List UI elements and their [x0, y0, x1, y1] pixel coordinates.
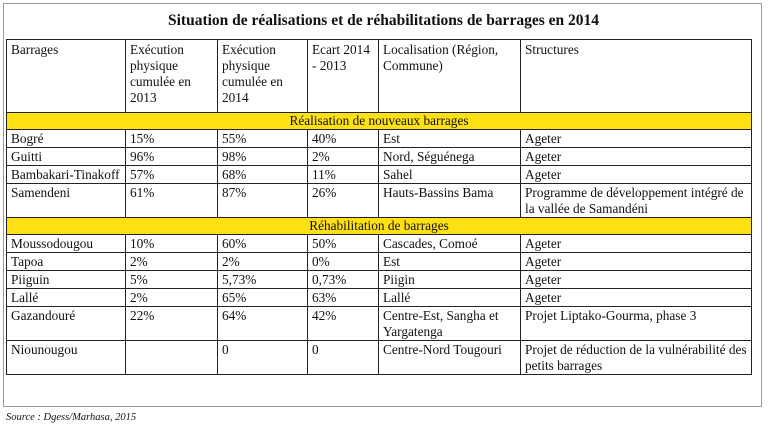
cell-barrage: Lallé [7, 289, 126, 307]
cell-execution-2013: 2% [126, 253, 218, 271]
cell-barrage: Niounougou [7, 341, 126, 375]
col-header-execution-2014: Exécution physique cumulée en 2014 [218, 40, 308, 113]
cell-execution-2014: 98% [218, 148, 308, 166]
cell-localisation: Nord, Séguénega [379, 148, 521, 166]
cell-structure: Programme de développement intégré de la vallée de Samandéni [521, 184, 752, 218]
cell-execution-2013: 61% [126, 184, 218, 218]
cell-execution-2013: 5% [126, 271, 218, 289]
cell-execution-2014: 60% [218, 235, 308, 253]
cell-execution-2013: 57% [126, 166, 218, 184]
col-header-execution-2013: Exécution physique cumulée en 2013 [126, 40, 218, 113]
cell-structure: Projet Liptako-Gourma, phase 3 [521, 307, 752, 341]
cell-localisation: Cascades, Comoé [379, 235, 521, 253]
barrages-table [6, 39, 752, 375]
cell-barrage: Tapoa [7, 253, 126, 271]
table-row [7, 253, 752, 271]
cell-localisation: Sahel [379, 166, 521, 184]
cell-barrage: Moussodougou [7, 235, 126, 253]
cell-execution-2014: 65% [218, 289, 308, 307]
table-row [7, 184, 752, 218]
cell-localisation: Hauts-Bassins Bama [379, 184, 521, 218]
source-note: Source : Dgess/Marhasa, 2015 [6, 412, 137, 423]
cell-structure: Projet de réduction de la vulnérabilité des petits barrages [521, 341, 752, 375]
cell-ecart: 63% [308, 289, 379, 307]
cell-ecart: 50% [308, 235, 379, 253]
cell-execution-2014: 55% [218, 130, 308, 148]
cell-execution-2013: 96% [126, 148, 218, 166]
cell-execution-2014: 0 [218, 341, 308, 375]
cell-barrage: Bambakari-Tinakoff [7, 166, 126, 184]
cell-structure: Ageter [521, 289, 752, 307]
section-row [7, 113, 752, 130]
table-row [7, 148, 752, 166]
cell-structure: Ageter [521, 166, 752, 184]
cell-structure: Ageter [521, 271, 752, 289]
cell-barrage: Guitti [7, 148, 126, 166]
cell-localisation: Centre-Est, Sangha et Yargatenga [379, 307, 521, 341]
cell-barrage: Bogré [7, 130, 126, 148]
table-row [7, 271, 752, 289]
cell-ecart: 0 [308, 341, 379, 375]
cell-ecart: 0% [308, 253, 379, 271]
cell-barrage: Gazandouré [7, 307, 126, 341]
cell-barrage: Piiguin [7, 271, 126, 289]
cell-execution-2014: 68% [218, 166, 308, 184]
cell-execution-2013: 2% [126, 289, 218, 307]
table-row [7, 307, 752, 341]
cell-execution-2013: 15% [126, 130, 218, 148]
cell-localisation: Centre-Nord Tougouri [379, 341, 521, 375]
table-row [7, 166, 752, 184]
section-label: Réhabilitation de barrages [7, 218, 752, 235]
cell-localisation: Lallé [379, 289, 521, 307]
col-header-structures: Structures [521, 40, 752, 113]
cell-ecart: 0,73% [308, 271, 379, 289]
cell-execution-2014: 64% [218, 307, 308, 341]
cell-barrage: Samendeni [7, 184, 126, 218]
table-row [7, 130, 752, 148]
section-label: Réalisation de nouveaux barrages [7, 113, 752, 130]
cell-structure: Ageter [521, 253, 752, 271]
table-row [7, 341, 752, 375]
cell-execution-2013: 10% [126, 235, 218, 253]
cell-execution-2013 [126, 341, 218, 375]
cell-localisation: Est [379, 130, 521, 148]
table-row [7, 289, 752, 307]
cell-ecart: 2% [308, 148, 379, 166]
cell-execution-2014: 2% [218, 253, 308, 271]
col-header-barrages: Barrages [7, 40, 126, 113]
table-title: Situation de réalisations et de réhabilitations de barrages en 2014 [168, 12, 599, 29]
cell-structure: Ageter [521, 130, 752, 148]
cell-ecart: 40% [308, 130, 379, 148]
table-row [7, 235, 752, 253]
cell-structure: Ageter [521, 235, 752, 253]
cell-ecart: 42% [308, 307, 379, 341]
cell-localisation: Piigin [379, 271, 521, 289]
header-row [7, 40, 752, 113]
cell-execution-2013: 22% [126, 307, 218, 341]
section-row [7, 218, 752, 235]
cell-ecart: 26% [308, 184, 379, 218]
col-header-localisation: Localisation (Région, Commune) [379, 40, 521, 113]
cell-execution-2014: 87% [218, 184, 308, 218]
cell-localisation: Est [379, 253, 521, 271]
cell-execution-2014: 5,73% [218, 271, 308, 289]
col-header-ecart: Ecart 2014 - 2013 [308, 40, 379, 113]
cell-structure: Ageter [521, 148, 752, 166]
cell-ecart: 11% [308, 166, 379, 184]
